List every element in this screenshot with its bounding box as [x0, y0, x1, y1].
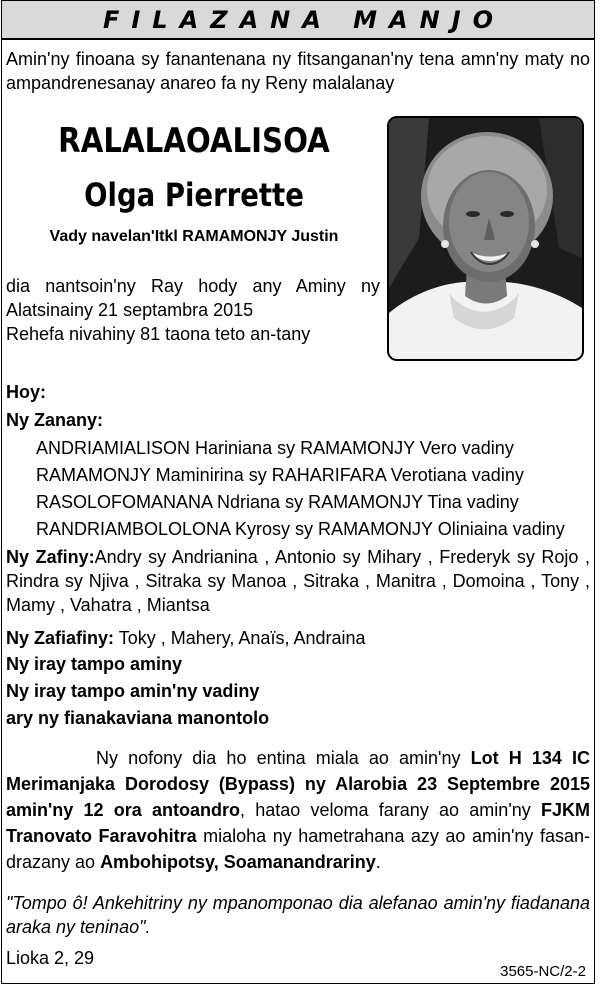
death-line-1: dia nantsoin'ny Ray hody any Aminy ny	[6, 276, 380, 296]
zafiafiny-label: Ny Zafiafiny:	[6, 628, 115, 648]
death-announcement	[6, 274, 380, 346]
fianakaviana-line: ary ny fianakaviana manontolo	[6, 708, 270, 728]
age-line: Rehefa nivahiny 81 taona teto an-tany	[6, 324, 311, 344]
funeral-location: Lot H 134 IC Merimanjaka Dorodosy (Bypass) ny Alarobia 23 Septembre 2015 amin'ny 12 ora antoandro	[6, 748, 590, 820]
iray-tampo-line: Ny iray tampo aminy	[6, 654, 183, 674]
burial-place: Ambohipotsy, Soamanandrariny	[100, 852, 376, 872]
deceased-given-names: Olga Pierrette	[84, 176, 304, 214]
zanany-item: ANDRIAMIALISON Hariniana sy RAMAMONJY Vero vadiny	[36, 438, 514, 458]
ad-code: 3565-NC/2-2	[500, 963, 586, 980]
zafiny-list: Andry sy Andrianina , Antonio sy Mihary , Frederyk sy Rojo , Rindra sy Njiva , Sitraka sy Manoa , Sitraka , Manitra , Domoina , Tony , Mamy , Vahatra , Miantsa	[6, 547, 590, 615]
funeral-text-2: , hatao veloma farany ao amin'ny	[240, 800, 541, 820]
zafiny-paragraph	[6, 545, 590, 617]
funeral-text-3: mialoha ny hametrahana azy ao amin'ny fasan-drazany ao	[6, 826, 590, 872]
deceased-photo	[387, 116, 584, 361]
header-banner	[2, 1, 594, 40]
funeral-church: FJKM Tranovato Faravohitra	[6, 800, 590, 846]
widow-of-line: Vady navelan'Itkl RAMAMONJY Justin	[49, 228, 339, 245]
zafiny-label: Ny Zafiny:	[6, 547, 95, 567]
zanany-label: Ny Zanany:	[6, 410, 104, 430]
zanany-item: RAMAMONJY Maminirina sy RAHARIFARA Verotiana vadiny	[36, 465, 524, 485]
funeral-text-4: .	[375, 852, 381, 872]
zafiafiny-list: Toky , Mahery, Anaïs, Andraina	[114, 628, 366, 648]
zafiafiny-line	[6, 627, 366, 650]
iray-tampo-vadiny-line: Ny iray tampo amin'ny vadiny	[6, 681, 260, 701]
bible-verse: "Tompo ô! Ankehitriny ny mpanomponao dia alefanao amin'ny fiadanana araka ny teninao".	[6, 893, 590, 937]
portrait-image	[389, 118, 582, 359]
obituary-notice	[1, 0, 595, 984]
zanany-item: RASOLOFOMANANA Ndriana sy RAMAMONJY Tina vadiny	[36, 492, 519, 512]
funeral-details	[6, 745, 590, 875]
verse-reference: Lioka 2, 29	[6, 948, 95, 968]
header-title: FILAZANA MANJO	[102, 5, 506, 34]
intro-text: Amin'ny finoana sy fanantenana ny fitsanganan'ny tena amn'ny maty no ampandrenesanay anareo fa ny Reny malalanay	[6, 49, 590, 93]
funeral-text-1: Ny nofony dia ho entina miala ao amin'ny	[96, 748, 471, 768]
zanany-item: RANDRIAMBOLOLONA Kyrosy sy RAMAMONJY Oliniaina vadiny	[36, 519, 565, 539]
hoy-label: Hoy:	[6, 382, 46, 402]
deceased-surname: RALALAOALISOA	[58, 121, 330, 161]
death-line-2: Alatsinainy 21 septambra 2015	[6, 300, 254, 320]
